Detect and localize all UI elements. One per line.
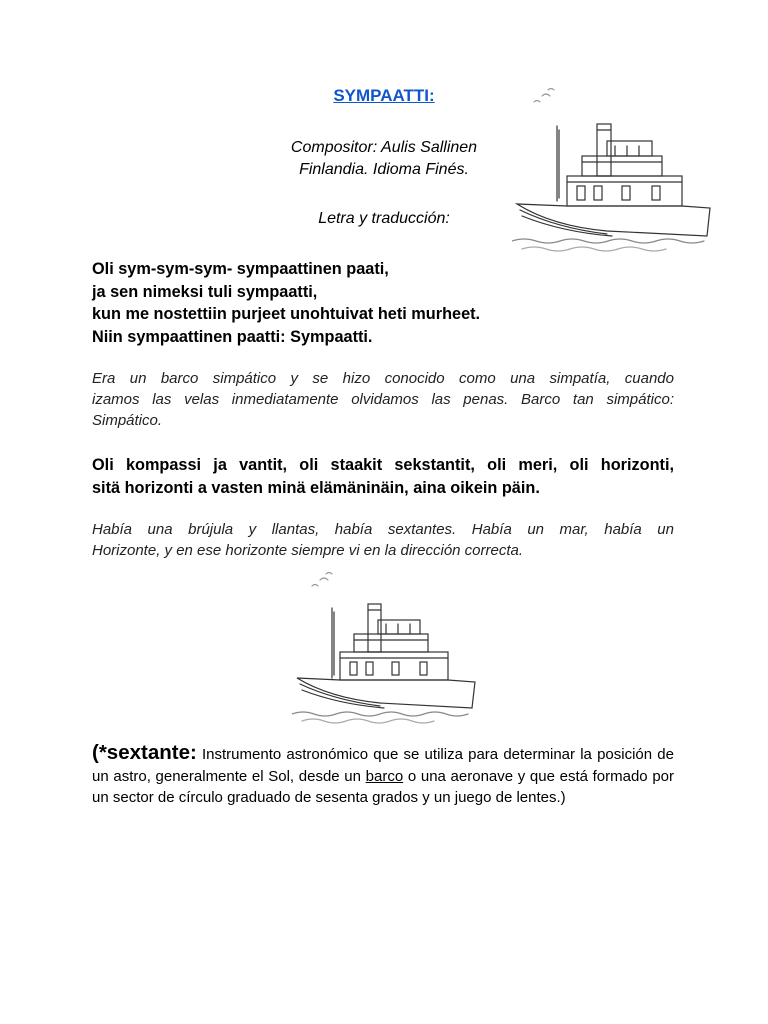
origin-line: Finlandia. Idioma Finés.	[299, 161, 469, 178]
verse-2-line: sitä horizonti a vasten minä elämäninäin, aina oikein päin.	[92, 478, 540, 497]
barco-link[interactable]: barco	[365, 767, 404, 785]
verse-2	[92, 454, 674, 499]
verse-2-line: Oli kompassi ja vantit, oli staakit sekstantit, oli meri, oli horizonti,	[92, 456, 674, 474]
verse-1	[92, 258, 692, 348]
lyrics-heading: Letra y traducción:	[318, 210, 450, 227]
translation-1-line: izamos las velas inmediatamente olvidamos las penas. Barco tan simpático:	[92, 391, 674, 408]
translation-1	[92, 368, 674, 431]
sextante-note	[92, 742, 674, 809]
verse-1-line: kun me nostettiin purjeet unohtuivat heti murheet.	[92, 305, 481, 323]
verse-1-line: Niin sympaattinen paatti: Sympaatti.	[92, 327, 373, 346]
composer-line: Compositor: Aulis Sallinen	[290, 139, 478, 156]
translation-2-line: Horizonte, y en ese horizonte siempre vi en la dirección correcta.	[92, 542, 524, 559]
translation-2	[92, 519, 674, 561]
tugboat-sketch-middle	[292, 570, 492, 730]
translation-1-line: Era un barco simpático y se hizo conocido como una simpatía, cuando	[92, 370, 674, 387]
translation-2-line: Había una brújula y llantas, había sextantes. Había un mar, había un	[92, 521, 674, 538]
translation-1-line: Simpático.	[92, 412, 163, 429]
note-text-after: o una aeronave y que está formado por un sector de círculo graduado de sesenta grados y un juego de lentes.)	[92, 767, 674, 806]
tugboat-sketch-top	[512, 86, 728, 258]
note-text-before: Instrumento astronómico que se utiliza para determinar la posición de un astro, generalmente el Sol, desde un	[92, 746, 674, 785]
page-title: SYMPAATTI:	[333, 86, 435, 105]
verse-1-line: Oli sym-sym-sym- sympaattinen paati,	[92, 260, 389, 278]
verse-1-line: ja sen nimeksi tuli sympaatti,	[92, 282, 318, 301]
note-term: (*sextante:	[92, 741, 197, 764]
